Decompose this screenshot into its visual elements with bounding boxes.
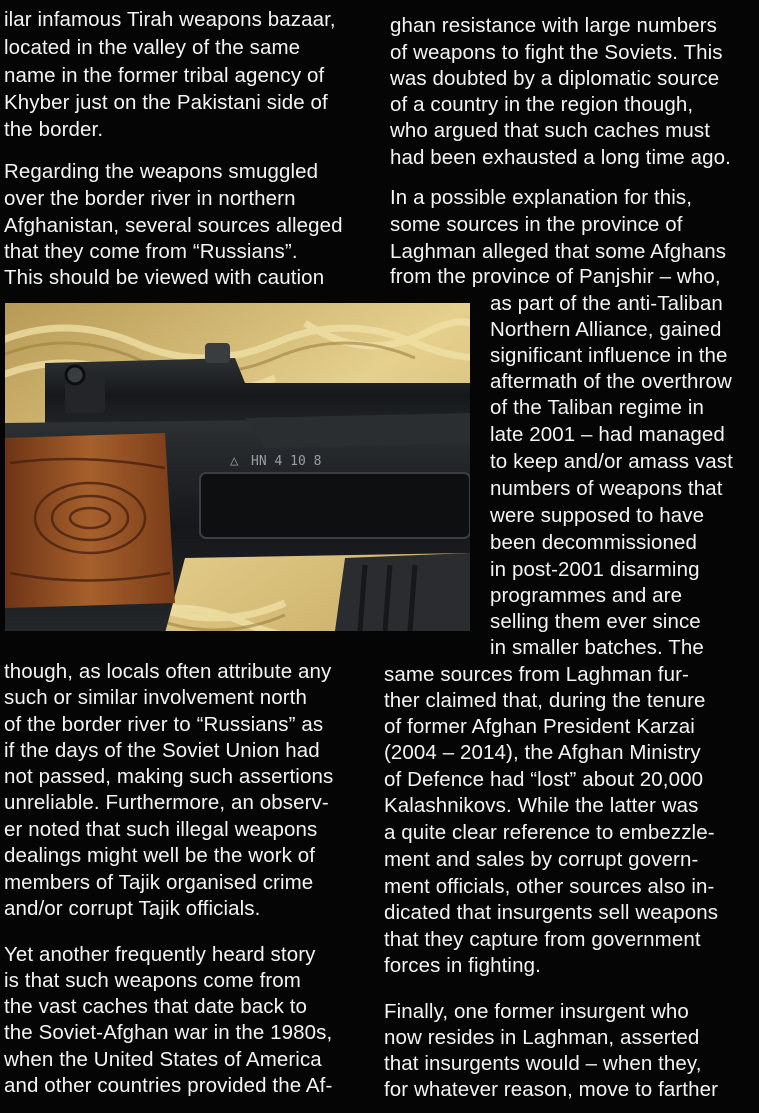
text-line: Northern Alliance, gained xyxy=(490,318,722,341)
text-line: when the United States of America xyxy=(4,1048,322,1071)
text-line: Regarding the weapons smuggled xyxy=(4,160,319,183)
text-line: in smaller batches. The xyxy=(490,636,704,659)
receiver-marking: HN 4 10 8 xyxy=(251,454,322,469)
text-line: Laghman alleged that some Afghans xyxy=(390,240,727,263)
text-line: Afghanistan, several sources alleged xyxy=(4,214,343,237)
text-line: located in the valley of the same xyxy=(4,36,301,59)
text-line: ment and sales by corrupt govern- xyxy=(384,848,699,871)
rifle-photo xyxy=(5,303,470,631)
text-line: who argued that such caches must xyxy=(390,119,710,142)
text-line: that they come from “Russians”. xyxy=(4,240,298,263)
text-line: Yet another frequently heard story xyxy=(4,943,316,966)
text-line: same sources from Laghman fur- xyxy=(384,663,689,686)
text-line: some sources in the province of xyxy=(390,213,683,236)
text-line: of the border river to “Russians” as xyxy=(4,713,324,736)
text-line: of former Afghan President Karzai xyxy=(384,715,695,738)
text-line: the border. xyxy=(4,118,104,141)
text-line: in post-2001 disarming xyxy=(490,558,700,581)
text-line: though, as locals often attribute any xyxy=(4,660,332,683)
text-line: that they capture from government xyxy=(384,928,701,951)
text-line: for whatever reason, move to farther xyxy=(384,1078,719,1101)
text-line: programmes and are xyxy=(490,584,683,607)
text-line: unreliable. Furthermore, an observ- xyxy=(4,791,329,814)
text-line: such or similar involvement north xyxy=(4,686,307,709)
text-line: a quite clear reference to embezzle- xyxy=(384,821,715,844)
text-line: of a country in the region though, xyxy=(390,93,694,116)
text-line: Kalashnikovs. While the latter was xyxy=(384,794,699,817)
text-line: ghan resistance with large numbers xyxy=(390,14,718,37)
text-line: of weapons to fight the Soviets. This xyxy=(390,41,723,64)
text-line: aftermath of the overthrow xyxy=(490,370,732,393)
text-line: ment officials, other sources also in- xyxy=(384,875,715,898)
text-line: name in the former tribal agency of xyxy=(4,64,325,87)
text-line: forces in fighting. xyxy=(384,954,541,977)
text-line: dealings might well be the work of xyxy=(4,844,316,867)
text-line: numbers of weapons that xyxy=(490,477,723,500)
text-line: (2004 – 2014), the Afghan Ministry xyxy=(384,741,701,764)
text-line: the Soviet-Afghan war in the 1980s, xyxy=(4,1021,333,1044)
text-line: significant influence in the xyxy=(490,344,728,367)
text-line: dicated that insurgents sell weapons xyxy=(384,901,719,924)
text-line: had been exhausted a long time ago. xyxy=(390,146,731,169)
text-line: ther claimed that, during the tenure xyxy=(384,689,706,712)
text-line: from the province of Panjshir – who, xyxy=(390,265,721,288)
text-line: of the Taliban regime in xyxy=(490,396,704,419)
text-line: late 2001 – had managed xyxy=(490,423,725,446)
text-line: Finally, one former insurgent who xyxy=(384,1000,689,1023)
text-line: as part of the anti-Taliban xyxy=(490,292,723,315)
text-line: not passed, making such assertions xyxy=(4,765,334,788)
text-line: that insurgents would – when they, xyxy=(384,1052,702,1075)
text-line: was doubted by a diplomatic source xyxy=(390,67,720,90)
text-line: In a possible explanation for this, xyxy=(390,186,693,209)
text-line: er noted that such illegal weapons xyxy=(4,818,318,841)
text-line: and other countries provided the Af- xyxy=(4,1074,333,1097)
text-line: were supposed to have xyxy=(490,504,705,527)
text-line: selling them ever since xyxy=(490,610,701,633)
text-line: if the days of the Soviet Union had xyxy=(4,739,320,762)
text-line: Khyber just on the Pakistani side of xyxy=(4,91,328,114)
text-line: now resides in Laghman, asserted xyxy=(384,1026,700,1049)
text-line: This should be viewed with caution xyxy=(4,266,325,289)
text-line: is that such weapons come from xyxy=(4,969,301,992)
text-line: to keep and/or amass vast xyxy=(490,450,733,473)
receiver-triangle: △ xyxy=(230,453,239,469)
text-line: of Defence had “lost” about 20,000 xyxy=(384,768,704,791)
text-line: been decommissioned xyxy=(490,531,698,554)
text-line: and/or corrupt Tajik officials. xyxy=(4,897,261,920)
text-line: the vast caches that date back to xyxy=(4,995,308,1018)
text-line: over the border river in northern xyxy=(4,187,296,210)
text-line: members of Tajik organised crime xyxy=(4,871,314,894)
text-line: ilar infamous Tirah weapons bazaar, xyxy=(4,8,336,31)
